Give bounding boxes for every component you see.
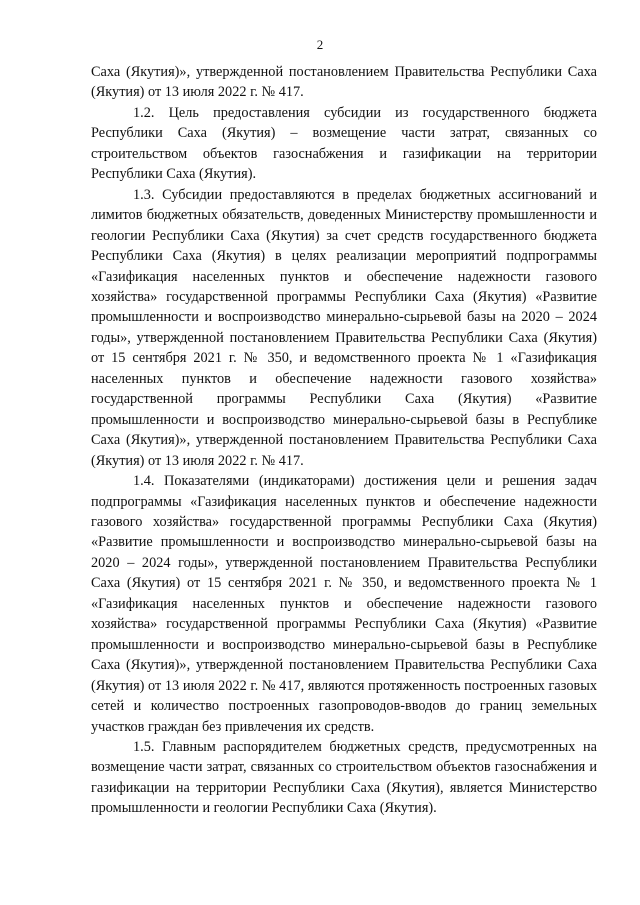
paragraph-continuation: Саха (Якутия)», утвержденной постановлением Правительства Республики Саха (Якутия) от 13 июля 2022 г. № 417. [91, 64, 597, 101]
paragraph-1-2: 1.2. Цель предоставления субсидии из государственного бюджета Республики Саха (Якутия) – возмещение части затрат, связанных со строительством объектов газоснабжения и газификации на территории Республики Саха (Якутия). [91, 104, 597, 183]
paragraph-1-4: 1.4. Показателями (индикаторами) достижения цели и решения задач подпрограммы «Газификация населенных пунктов и обеспечение надежности газового хозяйства» государственной программы Республики Саха (Якутия) «Развитие промышленности и воспроизводство минерально-сырьевой базы на 2020 – 2024 годы», утвержденной постановлением Правительства Республики Саха (Якутия) от 15 сентября 2021 г. № 350, и ведомственного проекта № 1 «Газификация населенных пунктов и обеспечение надежности газового хозяйства» государственной программы Республики Саха (Якутия) «Развитие промышленности и воспроизводство минерально-сырьевой базы в Республике Саха (Якутия)», утвержденной постановлением Правительства Республики Саха (Якутия) от 13 июля 2022 г. № 417, являются протяженность построенных газовых сетей и количество построенных газопроводов-вводов до границ земельных участков граждан без привлечения их средств. [91, 473, 597, 735]
paragraph-1-3: 1.3. Субсидии предоставляются в пределах бюджетных ассигнований и лимитов бюджетных обязательств, доведенных Министерству промышленности и геологии Республики Саха (Якутия) за счет средств государственного бюджета Республики Саха (Якутия) в целях реализации мероприятий подпрограммы «Газификация населенных пунктов и обеспечение надежности газового хозяйства» государственной программы Республики Саха (Якутия) «Развитие промышленности и воспроизводство минерально-сырьевой базы на 2020 – 2024 годы», утвержденной постановлением Правительства Республики Саха (Якутия) от 15 сентября 2021 г. № 350, и ведомственного проекта № 1 «Газификация населенных пунктов и обеспечение надежности газового хозяйства» государственной программы Республики Саха (Якутия) «Развитие промышленности и воспроизводство минерально-сырьевой базы в Республике Саха (Якутия)», утвержденной постановлением Правительства Республики Саха (Якутия) от 13 июля 2022 г. № 417. [91, 186, 597, 469]
paragraph-1-5: 1.5. Главным распорядителем бюджетных средств, предусмотренных на возмещение части затрат, связанных со строительством объектов газоснабжения и газификации на территории Республики Саха (Якутия), является Министерство промышленности и геологии Республики Саха (Якутия). [91, 738, 597, 817]
document-body [91, 62, 597, 819]
page-number: 2 [316, 37, 324, 52]
